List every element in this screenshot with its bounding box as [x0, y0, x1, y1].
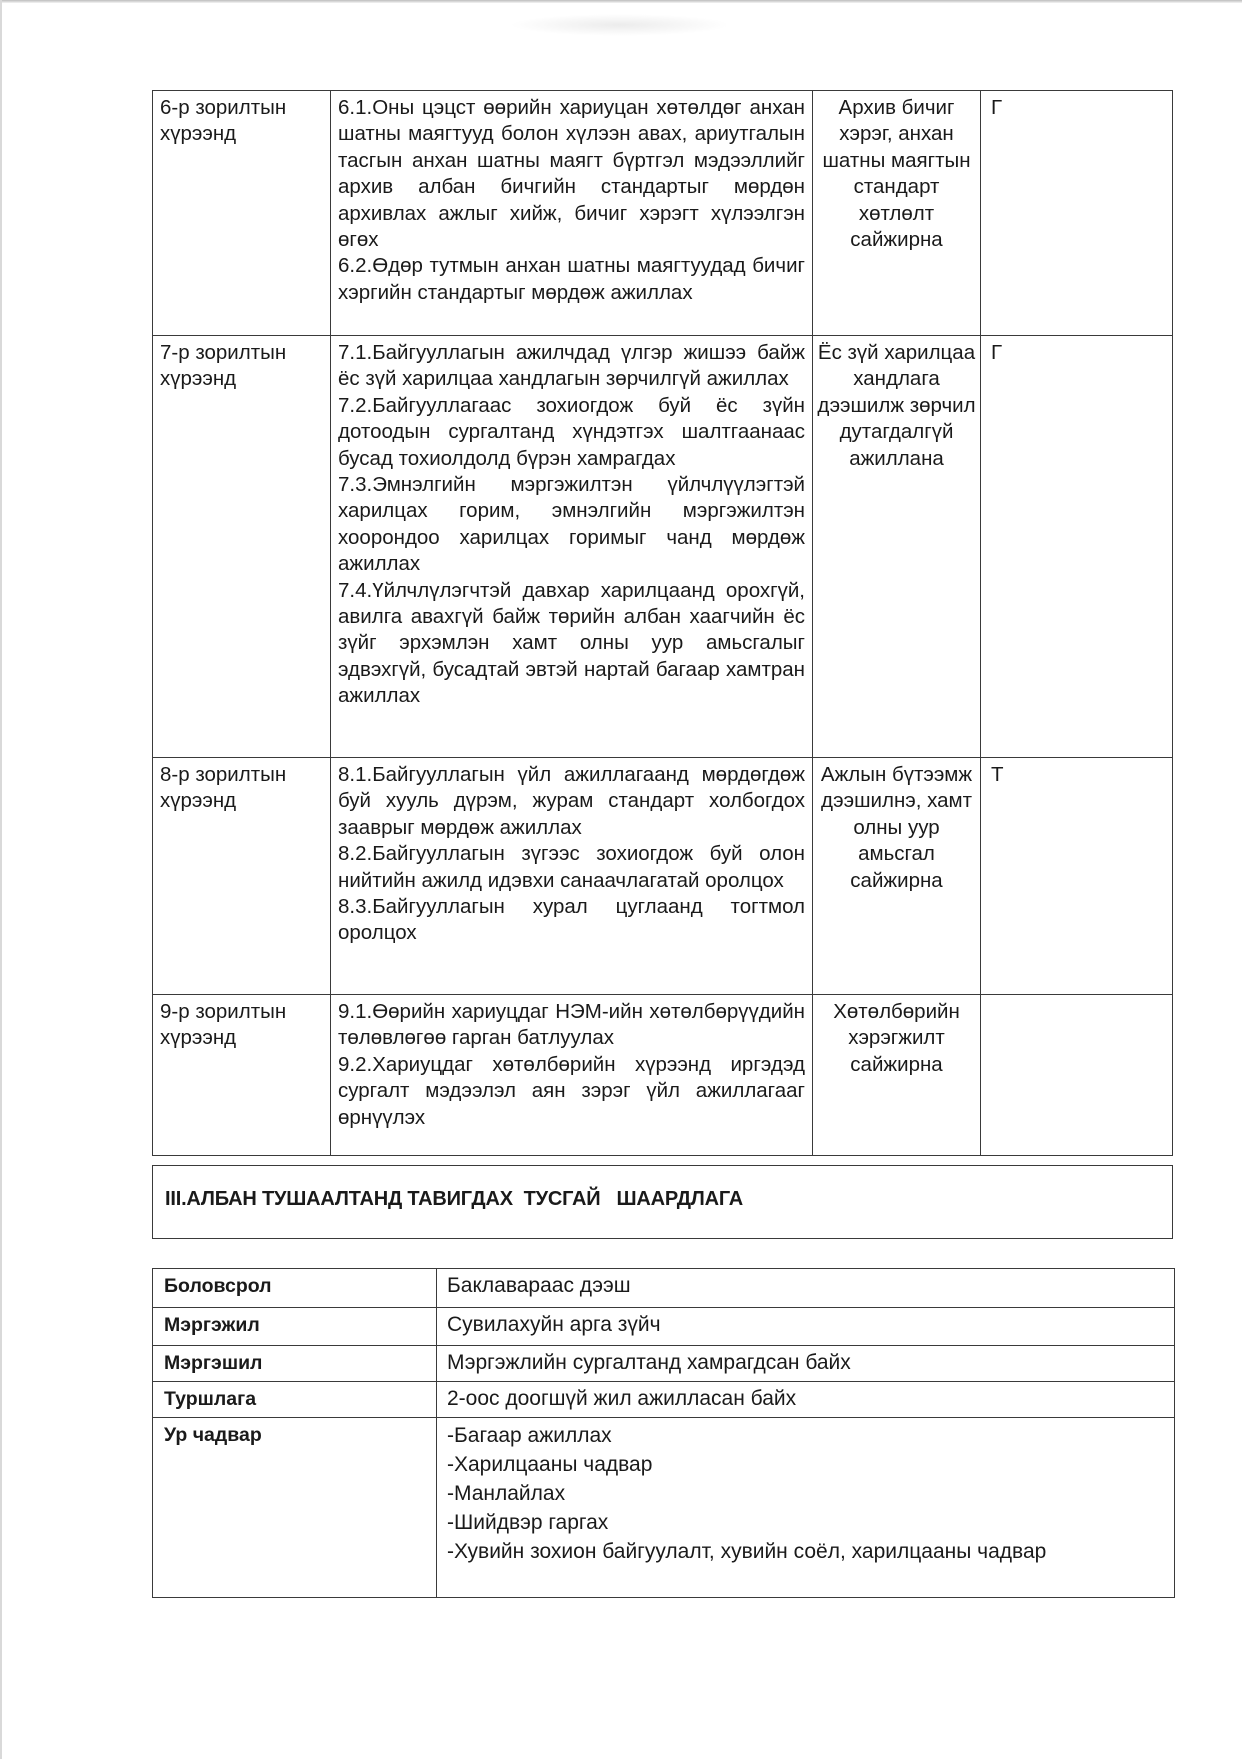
- page-edge: [0, 0, 1242, 3]
- action-item: 7.3.Эмнэлгийн мэргэжилтэн үйлчлүүлэгтэй харилцах горим, эмнэлгийн мэргэжилтэн хоорондоо харилцах горимыг чанд мөрдөж ажиллах: [338, 473, 805, 576]
- section-title: III.АЛБАН ТУШААЛТАНД ТАВИГДАХ ТУСГАЙ ШААРДЛАГА: [165, 1188, 743, 1210]
- table-row: [153, 1418, 1175, 1598]
- objective-actions: [331, 995, 813, 1156]
- table-row: [153, 91, 1173, 336]
- objective-scope: 7-р зорилтын хүрээнд: [153, 336, 331, 758]
- expected-result: Архив бичиг хэрэг, анхан шатны маягтын стандарт хөтлөлт сайжирна: [813, 91, 981, 336]
- objectives-table: [152, 90, 1173, 1156]
- action-item: 8.2.Байгууллагын зүгээс зохиогдож буй олон нийтийн ажилд идэвхи санаачлагатай оролцох: [338, 842, 805, 892]
- expected-result: Ажлын бүтээмж дээшилнэ, хамт олны уур амьсгал сайжирна: [813, 758, 981, 995]
- table-row: [153, 1269, 1175, 1308]
- requirement-label: Ур чадвар: [153, 1418, 437, 1598]
- objective-scope: 8-р зорилтын хүрээнд: [153, 758, 331, 995]
- skill-item: -Шийдвэр гаргах: [447, 1511, 609, 1534]
- action-item: 7.1.Байгууллагын ажилчдад үлгэр жишээ байж ёс зүй харилцаа хандлагын зөрчилгүй ажиллах: [338, 341, 805, 391]
- table-row: [153, 1382, 1175, 1418]
- requirements-table: [152, 1268, 1175, 1598]
- table-row: [153, 1346, 1175, 1382]
- objective-scope: 6-р зорилтын хүрээнд: [153, 91, 331, 336]
- objective-actions: [331, 758, 813, 995]
- requirement-value: 2-оос доогшүй жил ажилласан байх: [437, 1382, 1175, 1418]
- grade: Г: [981, 91, 1173, 336]
- skill-item: -Харилцааны чадвар: [447, 1453, 653, 1476]
- action-item: 7.4.Үйлчлүлэгчтэй давхар харилцаанд орохгүй, авилга авахгүй байж төрийн албан хаагчийн ёс зүйг эрхэмлэн хамт олны уур амьсгалыг эдвэхгүй, бусадтай эвтэй нартай багаар хамтран ажиллах: [338, 578, 805, 708]
- expected-result: Ёс зүй харилцаа хандлага дээшилж зөрчил дутагдалгүй ажиллана: [813, 336, 981, 758]
- requirement-value: Баклавараас дээш: [437, 1269, 1175, 1308]
- objective-scope: 9-р зорилтын хүрээнд: [153, 995, 331, 1156]
- expected-result: Хөтөлбөрийн хэрэгжилт сайжирна: [813, 995, 981, 1156]
- skill-item: -Багаар ажиллах: [447, 1424, 612, 1447]
- objective-actions: [331, 336, 813, 758]
- table-row: [153, 336, 1173, 758]
- action-item: 8.1.Байгууллагын үйл ажиллагаанд мөрдөгдөж буй хууль дүрэм, журам стандарт холбогдох зааврыг мөрдөж ажиллах: [338, 763, 805, 839]
- action-item: 8.3.Байгууллагын хурал цуглаанд тогтмол оролцох: [338, 895, 805, 945]
- skill-item: -Хувийн зохион байгуулалт, хувийн соёл, харилцааны чадвар: [447, 1540, 1047, 1563]
- requirement-label: Мэргэшил: [153, 1346, 437, 1382]
- section-heading-box: [152, 1165, 1173, 1239]
- requirement-label: Мэргэжил: [153, 1308, 437, 1346]
- grade: Т: [981, 758, 1173, 995]
- action-item: 6.2.Өдөр тутмын анхан шатны маягтуудад бичиг хэргийн стандартыг мөрдөж ажиллах: [338, 254, 805, 304]
- table-row: [153, 758, 1173, 995]
- page-edge-left: [0, 0, 2, 1759]
- action-item: 7.2.Байгууллагаас зохиогдож буй ёс зүйн дотоодын сургалтанд хүндэтгэх шалтгаанаас бусад тохиолдолд бүрэн хамрагдах: [338, 393, 805, 470]
- action-item: 9.1.Өөрийн хариуцдаг НЭМ-ийн хөтөлбөрүүдийн төлөвлөгөө гарган батлуулах: [338, 1000, 805, 1050]
- requirement-label: Боловсрол: [153, 1269, 437, 1308]
- table-row: [153, 1308, 1175, 1346]
- action-item: 9.2.Хариуцдаг хөтөлбөрийн хүрээнд иргэдэд сургалт мэдээлэл аян зэрэг үйл ажиллагааг өрнүүлэх: [338, 1052, 805, 1129]
- scan-bleed-through: [510, 14, 730, 36]
- skill-item: -Манлайлах: [447, 1482, 566, 1505]
- grade: [981, 995, 1173, 1156]
- action-item: 6.1.Оны цэцст өөрийн хариуцан хөтөлдөг анхан шатны маягтууд болон хүлээн авах, ариутгалын тасгын анхан шатны маягт бүртгэл мэдээллийг архив албан бичгийн стандартыг мөрдөн архивлах ажлыг хийж, бичиг хэрэгт хүлээлгэн өгөх: [338, 96, 805, 252]
- grade: Г: [981, 336, 1173, 758]
- requirement-label: Туршлага: [153, 1382, 437, 1418]
- requirement-value: Сувилахуйн арга зүйч: [437, 1308, 1175, 1346]
- requirement-value: Мэргэжлийн сургалтанд хамрагдсан байх: [437, 1346, 1175, 1382]
- skills-list: [437, 1418, 1175, 1598]
- table-row: [153, 995, 1173, 1156]
- objective-actions: [331, 91, 813, 336]
